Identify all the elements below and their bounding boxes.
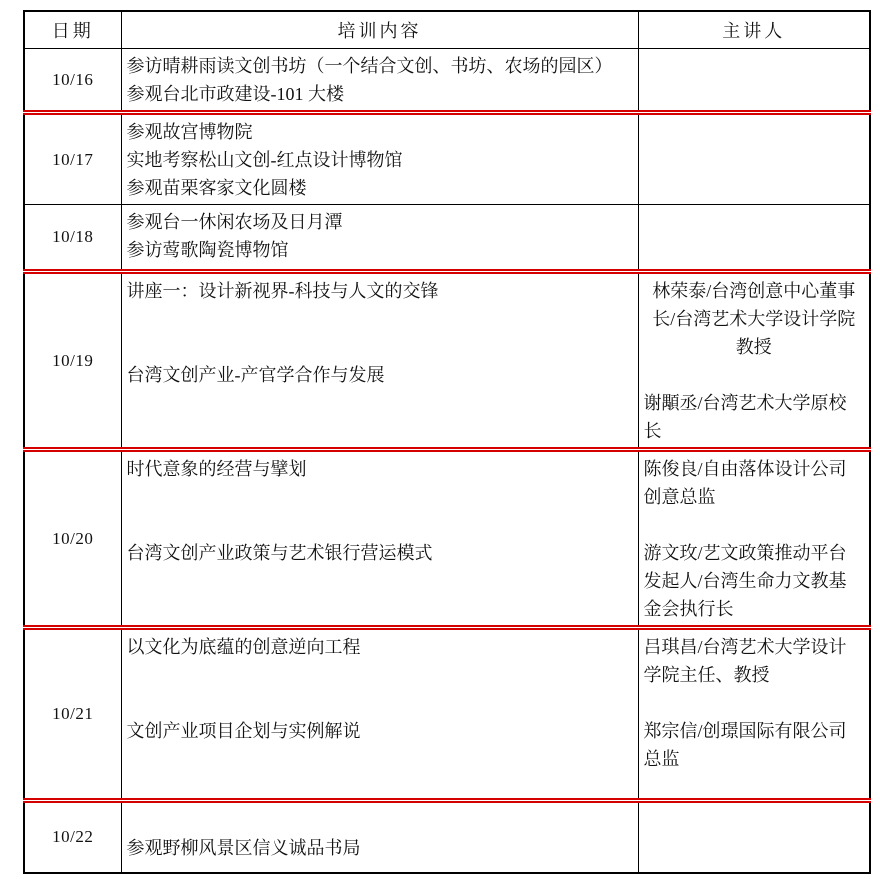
content-line: 参观台北市政建设-101 大楼 [126, 84, 344, 104]
content-line [127, 333, 633, 361]
date-cell: 10/16 [24, 49, 121, 113]
content-line: 实地考察松山文创-红点设计博物馆 [126, 150, 403, 170]
content-cell [121, 205, 638, 272]
content-line [127, 661, 633, 689]
content-line: 台湾文创产业政策与艺术银行营运模式 [126, 543, 433, 563]
header-speaker: 主讲人 [638, 11, 870, 49]
table-row [24, 272, 870, 450]
date-cell: 10/17 [24, 113, 121, 205]
content-line [127, 511, 633, 539]
header-date: 日期 [24, 11, 121, 49]
speaker-cell [638, 49, 870, 113]
header-content: 培训内容 [121, 11, 638, 49]
content-line [127, 689, 633, 717]
date-cell: 10/21 [24, 628, 121, 801]
content-line: 参观野柳风景区信义诚品书局 [126, 838, 361, 858]
content-line: 参访晴耕雨读文创书坊（一个结合文创、书坊、农场的园区） [126, 56, 613, 76]
speaker-cell [638, 272, 870, 450]
date-cell: 10/18 [24, 205, 121, 272]
content-line: 参观台一休闲农场及日月潭 [126, 212, 343, 232]
table-row [24, 49, 870, 113]
speaker-cell [638, 450, 870, 628]
content-line: 参观苗栗客家文化圆楼 [126, 178, 307, 198]
content-line: 时代意象的经营与擘划 [126, 459, 307, 479]
content-line [127, 806, 633, 834]
speaker-line: 吕琪昌/台湾艺术大学设计学院主任、教授 [643, 637, 847, 685]
training-schedule-table [23, 10, 871, 874]
content-cell [121, 801, 638, 873]
content-line: 以文化为底蕴的创意逆向工程 [126, 637, 361, 657]
date-cell: 10/20 [24, 450, 121, 628]
speaker-line: 谢顒丞/台湾艺术大学原校长 [643, 393, 847, 441]
header-row [24, 11, 870, 49]
content-cell [121, 113, 638, 205]
speaker-cell [638, 628, 870, 801]
speaker-line [644, 361, 865, 389]
table-row [24, 205, 870, 272]
speaker-cell [638, 113, 870, 205]
speaker-line: 游文玫/艺文政策推动平台发起人/台湾生命力文教基金会执行长 [643, 543, 847, 619]
speaker-cell [638, 801, 870, 873]
content-cell [121, 272, 638, 450]
content-line: 文创产业项目企划与实例解说 [126, 721, 361, 741]
table-row [24, 628, 870, 801]
content-cell [121, 628, 638, 801]
speaker-line: 林荣泰/台湾创意中心董事长/台湾艺术大学设计学院教授 [652, 281, 856, 357]
speaker-line: 陈俊良/自由落体设计公司创意总监 [643, 459, 847, 507]
speaker-line: 郑宗信/创璟国际有限公司总监 [643, 721, 847, 769]
content-cell [121, 450, 638, 628]
content-cell [121, 49, 638, 113]
speaker-cell [638, 205, 870, 272]
date-cell: 10/19 [24, 272, 121, 450]
content-line [127, 483, 633, 511]
table-row [24, 113, 870, 205]
date-cell: 10/22 [24, 801, 121, 873]
table-row [24, 450, 870, 628]
content-line [127, 305, 633, 333]
speaker-line [644, 511, 865, 539]
content-line: 参访莺歌陶瓷博物馆 [126, 240, 289, 260]
table-row [24, 801, 870, 873]
speaker-line [644, 689, 865, 717]
content-line: 台湾文创产业-产官学合作与发展 [126, 365, 385, 385]
content-line: 讲座一：设计新视界-科技与人文的交锋 [126, 281, 439, 301]
content-line: 参观故宫博物院 [126, 122, 253, 142]
